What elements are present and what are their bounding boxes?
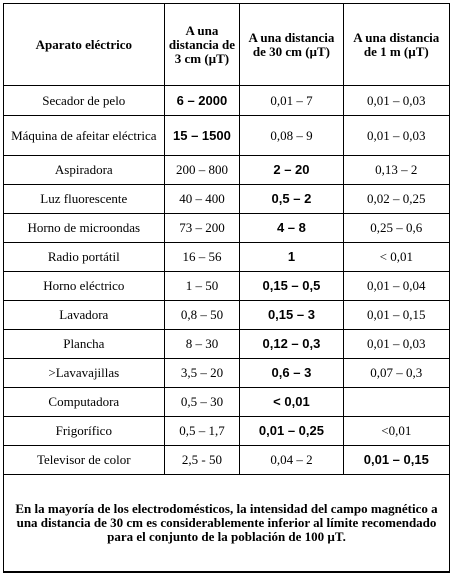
cell-1m: 0,01 – 0,15 — [344, 301, 449, 330]
table-row — [4, 185, 449, 214]
cell-1m: 0,01 – 0,15 — [344, 446, 449, 475]
header-30cm: A una distancia de 30 cm (µT) — [240, 4, 343, 86]
cell-30cm: 0,15 – 0,5 — [240, 272, 343, 301]
cell-30cm: 0,12 – 0,3 — [240, 330, 343, 359]
cell-3cm: 0,5 – 1,7 — [165, 417, 241, 446]
cell-30cm: 0,04 – 2 — [240, 446, 343, 475]
cell-3cm: 40 – 400 — [165, 185, 241, 214]
cell-3cm: 0,8 – 50 — [165, 301, 241, 330]
cell-3cm: 3,5 – 20 — [165, 359, 241, 388]
cell-30cm: < 0,01 — [240, 388, 343, 417]
cell-1m: 0,25 – 0,6 — [344, 214, 449, 243]
cell-3cm: 8 – 30 — [165, 330, 241, 359]
cell-appliance: >Lavavajillas — [4, 359, 165, 388]
cell-1m: 0,01 – 0,03 — [344, 86, 449, 116]
cell-appliance: Máquina de afeitar eléctrica — [4, 116, 165, 156]
cell-30cm: 0,01 – 0,25 — [240, 417, 343, 446]
cell-appliance: Televisor de color — [4, 446, 165, 475]
cell-3cm: 6 – 2000 — [165, 86, 241, 116]
cell-appliance: Computadora — [4, 388, 165, 417]
cell-30cm: 0,08 – 9 — [240, 116, 343, 156]
table-row — [4, 388, 449, 417]
cell-appliance: Lavadora — [4, 301, 165, 330]
header-3cm: A una distancia de 3 cm (µT) — [165, 4, 241, 86]
footnote-row — [4, 475, 449, 572]
magnetic-field-table — [3, 3, 450, 573]
table-row — [4, 156, 449, 185]
table-row — [4, 243, 449, 272]
cell-appliance: Luz fluorescente — [4, 185, 165, 214]
cell-30cm: 4 – 8 — [240, 214, 343, 243]
cell-1m: 0,01 – 0,03 — [344, 330, 449, 359]
cell-appliance: Radio portátil — [4, 243, 165, 272]
cell-3cm: 0,5 – 30 — [165, 388, 241, 417]
cell-1m: 0,02 – 0,25 — [344, 185, 449, 214]
cell-appliance: Horno eléctrico — [4, 272, 165, 301]
footnote-text: En la mayoría de los electrodomésticos, la intensidad del campo magnético a una distancia de 30 cm es considerablemente inferior al límite recomendado para el conjunto de la población de 100 µT. — [4, 475, 449, 572]
table-row — [4, 446, 449, 475]
cell-30cm: 0,5 – 2 — [240, 185, 343, 214]
table-row — [4, 272, 449, 301]
cell-30cm: 0,15 – 3 — [240, 301, 343, 330]
cell-30cm: 0,6 – 3 — [240, 359, 343, 388]
cell-appliance: Plancha — [4, 330, 165, 359]
table-row — [4, 301, 449, 330]
cell-1m — [344, 388, 449, 417]
header-1m: A una distancia de 1 m (µT) — [344, 4, 449, 86]
table-row — [4, 214, 449, 243]
cell-3cm: 15 – 1500 — [165, 116, 241, 156]
header-appliance: Aparato eléctrico — [4, 4, 165, 86]
table-row — [4, 86, 449, 116]
table-header-row — [4, 4, 449, 86]
cell-appliance: Frigorífico — [4, 417, 165, 446]
cell-30cm: 2 – 20 — [240, 156, 343, 185]
cell-3cm: 2,5 - 50 — [165, 446, 241, 475]
cell-1m: 0,01 – 0,03 — [344, 116, 449, 156]
table-row — [4, 359, 449, 388]
cell-1m: < 0,01 — [344, 243, 449, 272]
cell-3cm: 1 – 50 — [165, 272, 241, 301]
cell-appliance: Horno de microondas — [4, 214, 165, 243]
cell-1m: 0,13 – 2 — [344, 156, 449, 185]
cell-3cm: 73 – 200 — [165, 214, 241, 243]
cell-3cm: 16 – 56 — [165, 243, 241, 272]
cell-1m: 0,07 – 0,3 — [344, 359, 449, 388]
table-row — [4, 330, 449, 359]
table-row — [4, 417, 449, 446]
cell-1m: 0,01 – 0,04 — [344, 272, 449, 301]
cell-appliance: Secador de pelo — [4, 86, 165, 116]
cell-30cm: 1 — [240, 243, 343, 272]
cell-appliance: Aspiradora — [4, 156, 165, 185]
cell-3cm: 200 – 800 — [165, 156, 241, 185]
cell-1m: <0,01 — [344, 417, 449, 446]
table-row — [4, 116, 449, 156]
cell-30cm: 0,01 – 7 — [240, 86, 343, 116]
